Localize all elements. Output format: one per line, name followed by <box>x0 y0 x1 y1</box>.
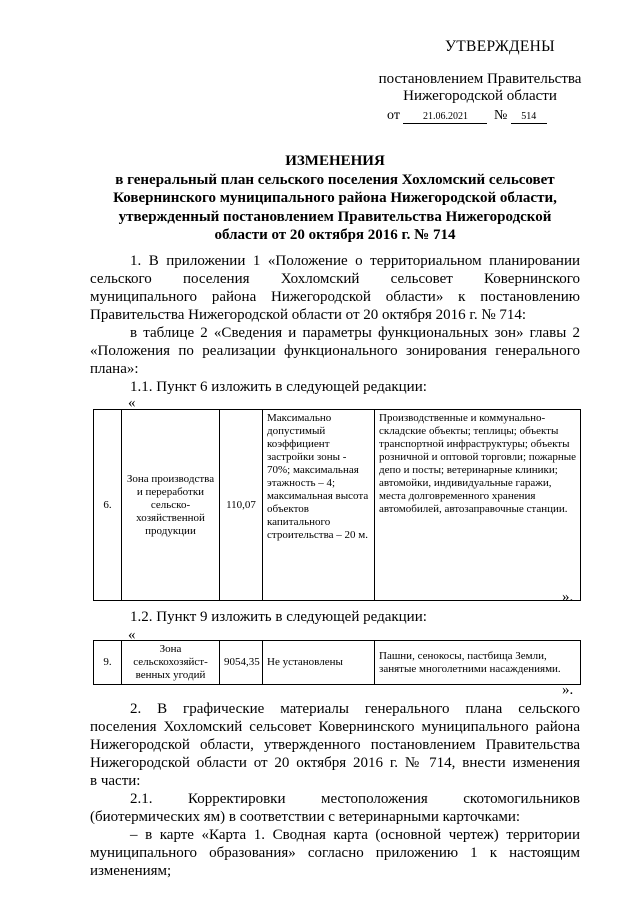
approval-title: УТВЕРЖДЕНЫ <box>445 38 555 55</box>
approval-number: 514 <box>511 111 547 124</box>
s2-p1-line4: Нижегородской области от 20 октября 2016 г. № 714, внести изменения <box>90 755 580 771</box>
s1-item-1-2: 1.2. Пункт 9 изложить в следующей редакции: <box>130 609 427 625</box>
s1-p1-line3: муниципального района Нижегородской области» к постановлению <box>90 289 580 305</box>
table2-num: 9. <box>94 641 122 685</box>
approval-block <box>370 38 590 124</box>
number-prefix: № <box>493 108 508 123</box>
heading-line-4: области от 20 октября 2016 г. № 714 <box>214 227 456 243</box>
open-quote-2: « <box>128 627 136 643</box>
s2-p2-line1: 2.1. Корректировки местоположения скотомогильников <box>130 791 580 807</box>
heading-line-3: утвержденный постановлением Правительства Нижегородской <box>118 208 552 225</box>
s1-p2-line3: плана»: <box>90 361 139 377</box>
table1-params: Максимально допустимый коэффициент застройки зоны - 70%; максимальная этажность – 4; максимальная высота объектов капитального строительства – 20 м. <box>263 410 375 601</box>
close-quote-1: ». <box>562 589 574 605</box>
s2-p1-line2: поселения Хохломский сельсовет Ковернинского муниципального района <box>90 719 580 735</box>
open-quote-1: « <box>128 395 136 411</box>
close-quote-2: ». <box>562 682 574 698</box>
table2-params: Не установлены <box>263 641 375 685</box>
s2-p3-line2: муниципального образования» согласно приложению 1 к настоящим <box>90 845 580 861</box>
section-2 <box>90 700 580 880</box>
table1-num: 6. <box>94 410 122 601</box>
table2-zone: Зона сельскохозяйст-венных угодий <box>122 641 220 685</box>
s1-p1-line1: 1. В приложении 1 «Положение о территориальном планировании <box>130 253 580 269</box>
document-heading <box>90 152 580 245</box>
s1-p1-line4: Правительства Нижегородской области от 20 октября 2016 г. № 714: <box>90 307 527 323</box>
approval-date-line <box>370 107 590 124</box>
s1-p2-line1: в таблице 2 «Сведения и параметры функциональных зон» главы 2 <box>130 325 580 341</box>
heading-line-1: в генеральный план сельского поселения Хохломский сельсовет <box>115 171 555 188</box>
section-1 <box>90 252 580 396</box>
approval-line-2: Нижегородской области <box>403 88 557 104</box>
s2-p3-line1: – в карте «Карта 1. Сводная карта (основной чертеж) территории <box>130 827 580 843</box>
table-row <box>94 641 581 685</box>
s1-item-1-1: 1.1. Пункт 6 изложить в следующей редакции: <box>130 379 427 395</box>
heading-title: ИЗМЕНЕНИЯ <box>285 153 385 169</box>
table2-objects: Пашни, сенокосы, пастбища Земли, занятые многолетними насаждениями. <box>375 641 581 685</box>
table1-zone: Зона производства и переработки сельско-хозяйственной продукции <box>122 410 220 601</box>
zone-table-2 <box>93 640 581 685</box>
date-prefix: от <box>387 108 400 123</box>
heading-line-2: Ковернинского муниципального района Нижегородской области, <box>113 190 557 206</box>
s2-p1-line3: Нижегородской области, утвержденного постановлением Правительства <box>90 737 580 753</box>
s1-p1-line2: сельского поселения Хохломский сельсовет Ковернинского <box>90 271 580 287</box>
table2-area: 9054,35 <box>220 641 263 685</box>
s2-p3-line3: изменениям; <box>90 863 172 879</box>
s2-p2-line2: (биотермических ям) в соответствии с ветеринарными карточками: <box>90 809 521 825</box>
approval-date: 21.06.2021 <box>403 111 487 124</box>
zone-table-1 <box>93 409 581 601</box>
table1-objects: Производственные и коммунально-складские объекты; теплицы; объекты транспортной инфраструктуры; объекты розничной и оптовой торговли; пожарные депо и посты; ветеринарные клиники; автомойки, индивидуальные гаражи, места долговременного хранения автомобилей, автозаправочные станции. <box>375 410 581 601</box>
s2-p1-line5: в части: <box>90 773 141 789</box>
s2-p1-line1: 2. В графические материалы генерального плана сельского <box>130 701 580 717</box>
table1-area: 110,07 <box>220 410 263 601</box>
approval-line-1: постановлением Правительства <box>378 71 582 87</box>
s1-p2-line2: «Положения по реализации функционального зонирования генерального <box>90 343 580 359</box>
table-row <box>94 410 581 601</box>
